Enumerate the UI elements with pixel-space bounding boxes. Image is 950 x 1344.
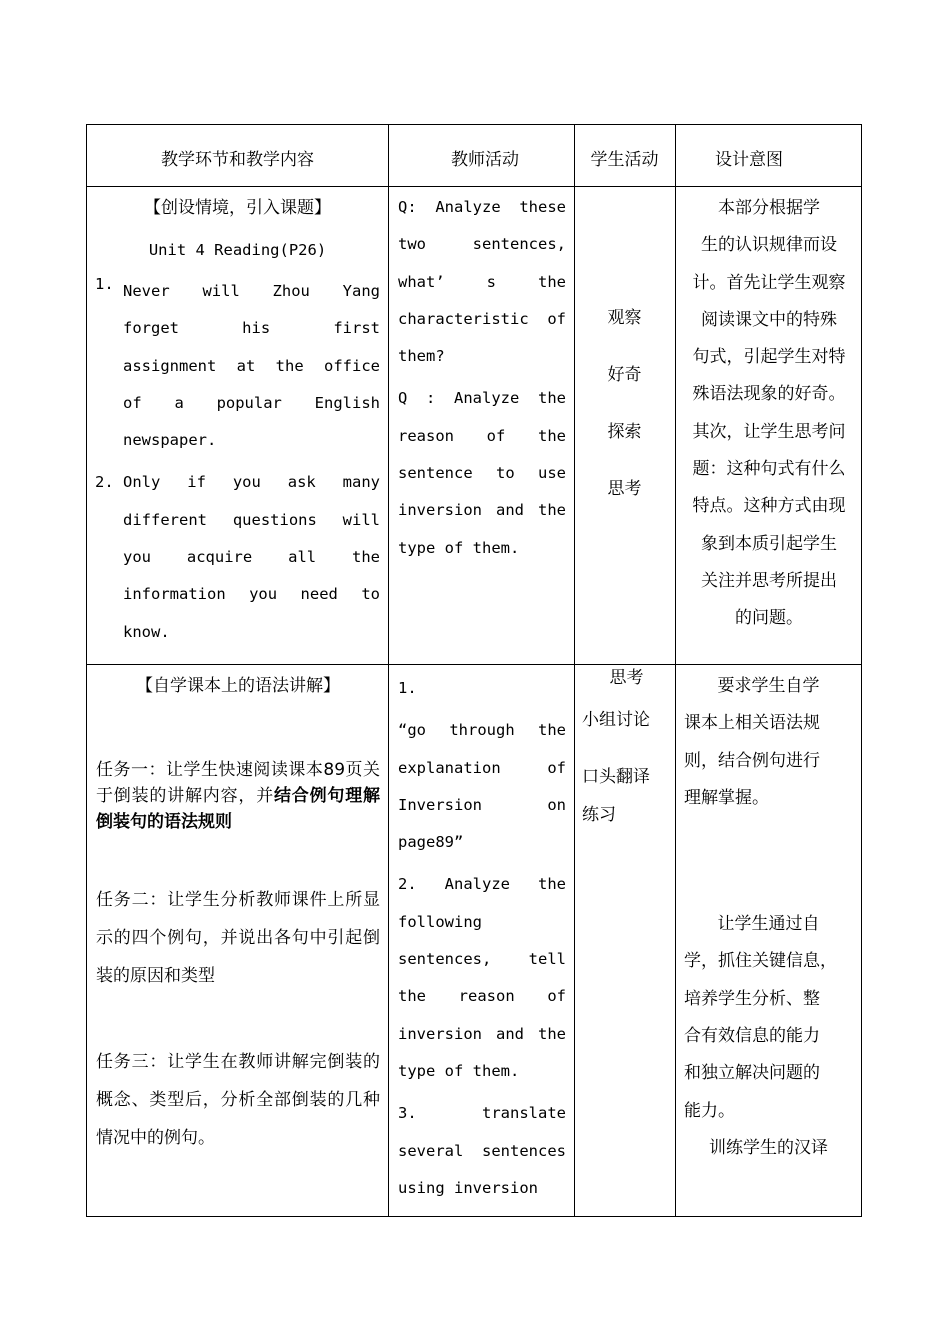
text-line: 象到本质引起学生: [701, 533, 837, 554]
text-line: 要求学生自学: [717, 676, 820, 696]
text-line: of a popular English: [123, 393, 380, 412]
student-activity: 探索: [607, 422, 642, 442]
example-sentence-1: [95, 273, 380, 459]
text-line: newspaper.: [123, 431, 217, 450]
text-line: 2. Analyze the: [398, 875, 566, 894]
student-activity: 观察: [607, 308, 642, 328]
text-line: sentences, tell: [398, 950, 566, 969]
text-line: inversion and the: [398, 501, 566, 520]
list-number: 1.: [95, 275, 114, 293]
list-number: 2.: [95, 473, 114, 492]
text-line: page89”: [398, 833, 464, 852]
text-line: Inversion on: [398, 795, 566, 814]
text-line: 合有效信息的能力: [684, 1026, 820, 1047]
unit-label: Unit 4 Reading(P26): [148, 241, 327, 259]
text-line: reason of the: [398, 426, 566, 445]
student-activity: 练习: [582, 805, 616, 825]
header-student-activity: 学生活动: [590, 150, 659, 170]
task-3: 任务三：让学生在教师讲解完倒装的概念、类型后，分析全部倒装的几种情况中的例句。: [96, 1052, 380, 1148]
text-line: 的问题。: [735, 608, 803, 629]
text-line: characteristic of: [398, 309, 566, 328]
text-line: 学，抓住关键信息，: [684, 951, 837, 972]
text-line: assignment at the office: [123, 356, 380, 375]
section-title: 【自学课本上的语法讲解】: [136, 676, 340, 696]
student-activity: 思考: [609, 668, 644, 688]
text-line: know.: [123, 622, 170, 641]
text-line: 训练学生的汉译: [709, 1137, 828, 1158]
text-line: 句式，引起学生对特: [692, 347, 846, 368]
text-line: “go through the: [398, 721, 566, 740]
student-activity: 好奇: [607, 365, 642, 385]
text-line: 殊语法现象的好奇。: [692, 384, 846, 405]
text-line: following: [398, 912, 482, 931]
text-line: the reason of: [398, 987, 566, 1006]
text-line: 1.: [398, 679, 417, 697]
text-line: Never will Zhou Yang: [123, 282, 380, 300]
text-line: information you need to: [123, 585, 380, 604]
text-line: 理解掌握。: [684, 787, 769, 808]
text-line: 生的认识规律而设: [701, 235, 837, 256]
text-line: them?: [398, 347, 445, 366]
text-line: Q : Analyze the: [398, 389, 566, 408]
header-teacher-activity: 教师活动: [451, 150, 519, 170]
section-title: 【创设情境，引入课题】: [144, 198, 331, 218]
text-line: sentence to use: [398, 464, 566, 483]
text-line: several sentences: [398, 1141, 566, 1160]
text-line: 3. translate: [398, 1104, 566, 1123]
text-line: 课本上相关语法规: [684, 713, 820, 734]
text-line: type of them.: [398, 1061, 520, 1080]
student-activity: 口头翻译: [582, 767, 650, 787]
task-text-bold: 结合例句理解倒装句的语法规则: [96, 786, 380, 832]
row2-content-cell: [87, 664, 388, 1157]
text-line: 计。首先让学生观察: [692, 272, 846, 293]
text-line: two sentences,: [398, 235, 566, 254]
text-line: forget his first: [123, 319, 380, 338]
row1-student-cell: [574, 186, 675, 518]
text-line: Only if you ask many: [123, 473, 380, 492]
text-line: 本部分根据学: [718, 198, 820, 218]
text-line: 和独立解决问题的: [684, 1063, 820, 1084]
text-line: what’ s the: [398, 272, 566, 291]
text-line: explanation of: [398, 758, 566, 777]
task-text: 任务一：让学生快速阅读课本89页关于倒装的讲解内容，并: [96, 760, 380, 806]
row1-design-cell: [675, 186, 861, 638]
row2-design-cell: [675, 664, 861, 1167]
text-line: 阅读课文中的特殊: [701, 309, 837, 330]
text-line: inversion and the: [398, 1024, 566, 1043]
task-1: [96, 757, 380, 835]
student-activity: 小组讨论: [582, 710, 650, 730]
header-teaching-content: 教学环节和教学内容: [161, 150, 314, 170]
lesson-plan-table: [86, 124, 862, 1217]
row2-student-cell: [574, 664, 675, 824]
text-line: 题：这种句式有什么: [692, 459, 846, 480]
example-sentence-2: [95, 464, 380, 650]
header-design-intent: 设计意图: [715, 150, 783, 170]
text-line: 关注并思考所提出: [701, 570, 837, 591]
student-activity: 思考: [607, 479, 642, 499]
row1-teacher-cell: [388, 186, 574, 567]
text-line: 能力。: [684, 1100, 735, 1121]
text-line: 则，结合例句进行: [684, 750, 820, 771]
text-line: type of them.: [398, 538, 520, 557]
row1-content-cell: [87, 186, 388, 651]
text-line: 特点。这种方式由现: [692, 496, 846, 517]
text-line: 让学生通过自: [717, 914, 820, 935]
text-line: different questions will: [123, 510, 380, 529]
text-line: you acquire all the: [123, 548, 380, 567]
text-line: using inversion: [398, 1178, 538, 1197]
task-2: 任务二：让学生分析教师课件上所显示的四个例句，并说出各句中引起倒装的原因和类型: [96, 890, 380, 986]
text-line: Q: Analyze these: [398, 198, 566, 216]
text-line: 培养学生分析、整: [684, 988, 820, 1009]
text-line: 其次，让学生思考问: [692, 421, 846, 442]
row2-teacher-cell: [388, 664, 574, 1207]
